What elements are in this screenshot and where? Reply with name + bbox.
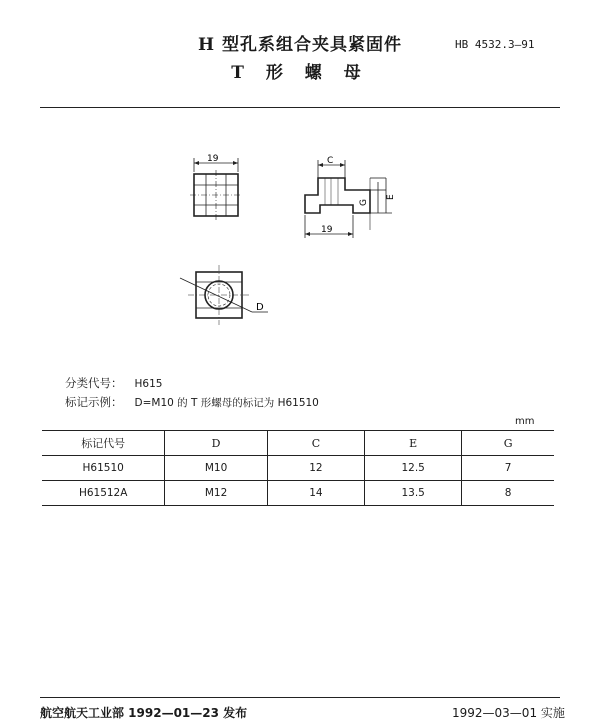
col-header-c: C	[267, 431, 364, 456]
classification-value: H615	[134, 378, 163, 390]
dim-width-label: 19	[207, 154, 219, 164]
technical-drawing	[0, 0, 600, 340]
footer-rule	[40, 697, 560, 698]
spec-table	[42, 430, 554, 506]
top-view	[190, 158, 242, 220]
dim-c-label: C	[327, 156, 334, 166]
dim-e-label: E	[386, 194, 396, 200]
classification-label: 分类代号：	[65, 376, 123, 390]
col-header-e: E	[365, 431, 462, 456]
bottom-view	[180, 265, 268, 325]
cell-g: 7	[462, 456, 554, 481]
effective-info: 1992—03—01 实施	[452, 706, 565, 720]
marking-example-line	[65, 394, 319, 410]
marking-example-value: D=M10 的 T 形螺母的标记为 H61510	[134, 397, 319, 409]
document-title: H 型孔系组合夹具紧固件	[198, 35, 402, 55]
cell-d: M10	[165, 456, 267, 481]
cell-d: M12	[165, 481, 267, 506]
cell-code: H61510	[82, 462, 124, 474]
cell-c: 12	[267, 456, 364, 481]
col-header-d: D	[165, 431, 267, 456]
classification-line	[65, 375, 162, 391]
issue-info: 航空航天工业部 1992—01—23 发布	[40, 706, 248, 720]
dim-g-label: G	[359, 199, 369, 206]
cell-c: 14	[267, 481, 364, 506]
marking-example-label: 标记示例：	[65, 395, 123, 409]
document-subtitle: T 形 螺 母	[231, 63, 369, 83]
dim-d-label: D	[256, 302, 264, 313]
cell-e: 12.5	[365, 456, 462, 481]
dim-bottom-label: 19	[321, 225, 333, 235]
cell-e: 13.5	[365, 481, 462, 506]
standard-code: HB 4532.3—91	[455, 38, 535, 51]
cell-g: 8	[462, 481, 554, 506]
col-header-g: G	[462, 431, 554, 456]
table-row	[42, 456, 554, 481]
table-header-row	[42, 431, 554, 456]
cell-code: H61512A	[78, 487, 128, 499]
table-row	[42, 481, 554, 506]
side-view	[305, 160, 392, 238]
col-header-code: 标记代号	[81, 437, 126, 450]
unit-label: mm	[515, 416, 535, 427]
